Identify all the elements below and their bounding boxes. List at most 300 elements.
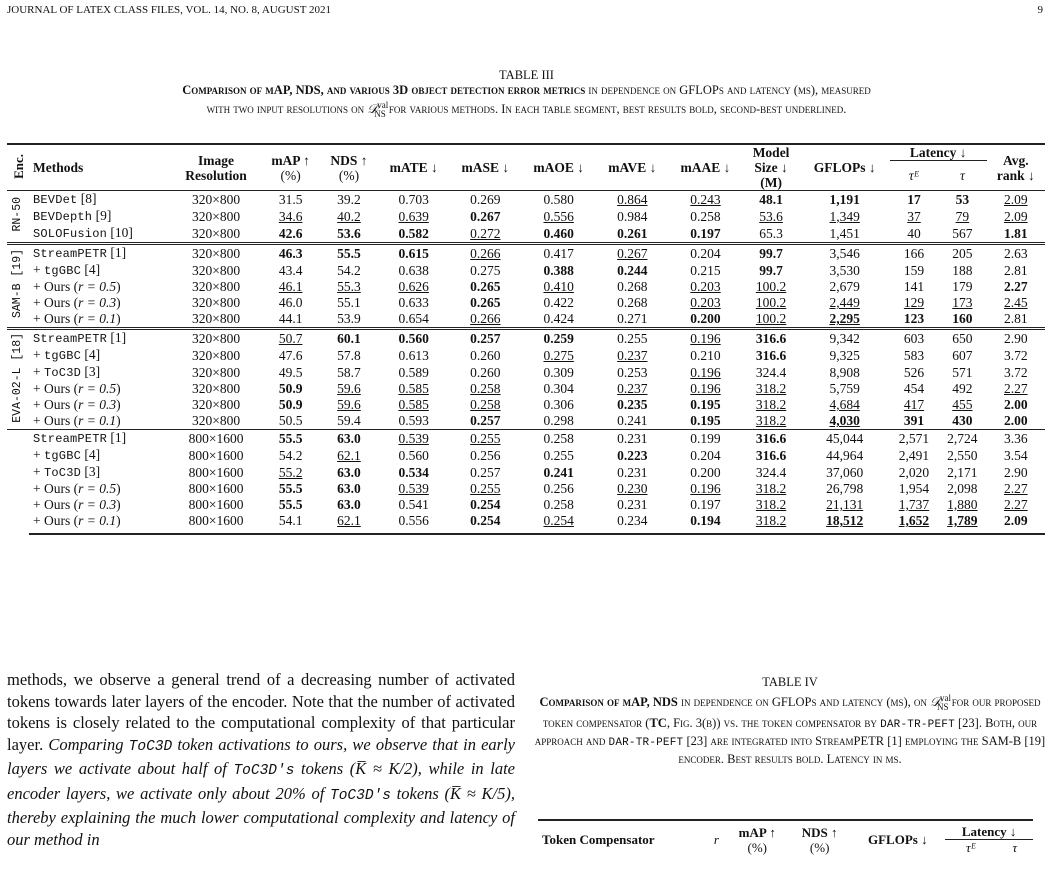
value-cell	[890, 295, 938, 311]
table3-caption-line1	[0, 83, 1053, 98]
cell-value: 0.639	[398, 208, 429, 224]
header-methods: Methods	[29, 144, 171, 191]
value-cell	[596, 329, 668, 348]
cell-value: 2.09	[1003, 513, 1028, 528]
value-cell	[987, 208, 1045, 225]
value-cell	[261, 347, 320, 364]
value-cell	[668, 364, 742, 381]
value-cell	[800, 262, 890, 279]
cell-value: 59.6	[337, 397, 361, 412]
table3-caption-rest1: in dependence on GFLOPs and latency (ms), measured	[585, 83, 871, 97]
header-avg-2: rank ↓	[996, 167, 1035, 183]
value-cell	[890, 347, 938, 364]
method-suffix: [4]	[81, 262, 101, 277]
table-row	[7, 464, 1045, 481]
value-cell	[668, 497, 742, 513]
cell-value: 26,798	[826, 481, 864, 496]
value-cell	[450, 481, 521, 497]
cell-value: 179	[952, 279, 973, 294]
value-cell	[450, 413, 521, 430]
cell-value: 173	[952, 295, 973, 310]
cell-value: 55.5	[278, 481, 303, 496]
method-name: tgGBC	[44, 264, 82, 278]
cell-value: 0.269	[470, 191, 501, 207]
value-cell	[378, 430, 450, 448]
value-cell	[987, 262, 1045, 279]
method-suffix: [4]	[81, 447, 101, 462]
cell-value: 3.54	[1003, 447, 1028, 463]
value-cell	[938, 225, 986, 244]
table-row	[7, 364, 1045, 381]
value-cell	[521, 262, 596, 279]
cell-value: 0.195	[690, 413, 721, 428]
method-ratio: r = 0.3	[78, 397, 117, 412]
resolution-cell: 320×800	[191, 381, 241, 396]
cell-value: 0.234	[617, 513, 648, 528]
method-prefix: + Ours (	[33, 413, 79, 428]
resolution-cell: 320×800	[171, 244, 261, 263]
cell-value: 166	[903, 245, 925, 261]
method-suffix: [10]	[107, 225, 133, 240]
value-cell	[743, 497, 800, 513]
value-cell	[800, 464, 890, 481]
t4-header-tau: τ	[1012, 840, 1018, 855]
cell-value: 0.231	[617, 430, 648, 446]
cell-value: 57.8	[337, 347, 361, 363]
cell-value: 123	[903, 311, 925, 326]
value-cell	[743, 311, 800, 329]
method-suffix: [3]	[81, 464, 101, 479]
value-cell	[596, 481, 668, 497]
t4-header-map-2: (%)	[747, 839, 767, 855]
resolution-cell: 320×800	[191, 295, 241, 310]
cell-value: 99.7	[759, 245, 783, 261]
value-cell	[320, 497, 377, 513]
body-text-1: methods, we observe a general trend of a decreasing number of activated tokens towards later layers of the encoder. Note that the number of activated tokens is closely related to the computational complexity of that particular layer.	[7, 670, 515, 754]
cell-value: 0.196	[690, 364, 721, 380]
cell-value: 0.275	[470, 262, 501, 278]
value-cell	[987, 381, 1045, 397]
value-cell	[668, 430, 742, 448]
value-cell	[320, 225, 377, 244]
table3-caption-line2	[0, 98, 1053, 122]
value-cell	[890, 208, 938, 225]
cell-value: 2,571	[898, 430, 930, 446]
table-row	[7, 347, 1045, 364]
value-cell	[890, 397, 938, 413]
value-cell	[378, 497, 450, 513]
method-suffix: [3]	[81, 364, 101, 379]
value-cell	[890, 262, 938, 279]
cell-value: 2.81	[1003, 262, 1028, 278]
value-cell	[743, 244, 800, 263]
cell-value: 54.1	[278, 513, 303, 528]
resolution-cell: 320×800	[191, 311, 241, 326]
cell-value: 1,737	[898, 497, 930, 512]
method-cell	[29, 295, 171, 311]
value-cell	[987, 513, 1045, 534]
value-cell	[800, 397, 890, 413]
cell-value: 0.230	[617, 481, 648, 496]
header-avg-1: Avg.	[1002, 152, 1029, 168]
method-suffix: )	[116, 279, 121, 294]
value-cell	[890, 447, 938, 464]
value-cell	[743, 329, 800, 348]
value-cell	[938, 244, 986, 263]
value-cell	[668, 279, 742, 295]
value-cell	[890, 481, 938, 497]
cell-value: 160	[952, 311, 973, 326]
method-name: ToC3D	[44, 466, 82, 480]
cell-value: 4,030	[829, 413, 860, 428]
cell-value: 8,908	[829, 364, 860, 380]
cell-value: 45,044	[826, 430, 864, 446]
method-ratio: r = 0.1	[78, 413, 117, 428]
cell-value: 0.259	[543, 330, 574, 346]
value-cell	[800, 347, 890, 364]
value-cell	[320, 347, 377, 364]
cell-value: 0.258	[543, 430, 574, 446]
cell-value: 46.0	[278, 295, 303, 310]
cell-value: 0.268	[617, 279, 648, 294]
cell-value: 55.1	[337, 295, 361, 310]
value-cell	[596, 279, 668, 295]
cell-value: 0.223	[617, 447, 648, 463]
value-cell	[743, 347, 800, 364]
cell-value: 2,171	[947, 464, 978, 480]
value-cell	[521, 430, 596, 448]
value-cell	[261, 364, 320, 381]
method-cell	[29, 481, 171, 497]
cell-value: 0.422	[543, 295, 574, 310]
cell-value: 50.7	[278, 330, 303, 346]
value-cell	[800, 381, 890, 397]
value-cell	[800, 208, 890, 225]
dataset-symbol: 𝒟	[367, 102, 378, 117]
cell-value: 0.210	[690, 347, 721, 363]
body-italic-3: tokens (K̅ ≈ K/2), while in late encoder layers, we activate only about 20% of	[7, 759, 515, 803]
table-row	[7, 430, 1045, 448]
cell-value: 0.253	[617, 364, 648, 380]
cell-value: 2.90	[1003, 464, 1028, 480]
method-suffix: )	[116, 481, 121, 496]
cell-value: 0.254	[470, 497, 501, 512]
cell-value: 3.36	[1003, 430, 1028, 446]
cell-value: 0.864	[617, 191, 648, 207]
value-cell	[987, 430, 1045, 448]
cell-value: 1,880	[947, 497, 978, 512]
method-name: BEVDet	[33, 193, 78, 207]
cell-value: 2.27	[1003, 381, 1028, 396]
value-cell	[450, 381, 521, 397]
t4-header-map	[726, 820, 789, 855]
cell-value: 2,449	[829, 295, 860, 310]
value-cell	[668, 225, 742, 244]
header-model-3: (M)	[760, 175, 782, 190]
cell-value: 46.3	[278, 245, 303, 261]
cell-value: 0.258	[470, 381, 501, 396]
method-prefix: + Ours (	[33, 279, 79, 294]
value-cell	[378, 513, 450, 534]
cell-value: 0.200	[690, 464, 721, 480]
cell-value: 0.243	[690, 191, 721, 207]
encoder-label: RN-50	[11, 197, 24, 232]
value-cell	[320, 464, 377, 481]
table-row	[7, 262, 1045, 279]
method-cell	[29, 364, 171, 381]
value-cell	[521, 413, 596, 430]
t4-header-r: r	[707, 820, 725, 855]
table-row	[7, 295, 1045, 311]
value-cell	[450, 430, 521, 448]
value-cell	[378, 347, 450, 364]
value-cell	[378, 447, 450, 464]
value-cell	[938, 347, 986, 364]
cell-value: 43.4	[278, 262, 303, 278]
encoder-cell-continued	[7, 430, 29, 535]
value-cell	[450, 262, 521, 279]
cell-value: 0.539	[398, 481, 429, 496]
value-cell	[261, 244, 320, 263]
method-name: StreamPETR	[33, 432, 108, 446]
cell-value: 58.7	[337, 364, 361, 380]
cell-value: 391	[903, 413, 925, 428]
resolution-cell: 800×1600	[171, 430, 261, 448]
method-suffix: [1]	[107, 330, 127, 345]
value-cell	[261, 464, 320, 481]
value-cell	[596, 295, 668, 311]
value-cell	[320, 244, 377, 263]
header-enc	[7, 144, 29, 191]
value-cell	[596, 464, 668, 481]
t4-header-nds-1: NDS ↑	[801, 824, 838, 840]
table3-caption-line2-a: with two input resolutions on	[206, 102, 368, 117]
cell-value: 0.244	[617, 262, 648, 278]
body-tt-3: ToC3D's	[330, 787, 391, 804]
cell-value: 0.626	[398, 279, 429, 294]
value-cell	[450, 397, 521, 413]
value-cell	[320, 481, 377, 497]
cell-value: 0.541	[398, 497, 429, 512]
cell-value: 3.72	[1003, 347, 1028, 363]
table4-caption-tt2: DAR-TR-PEFT	[608, 736, 684, 749]
value-cell	[450, 447, 521, 464]
header-map	[261, 144, 320, 191]
value-cell	[450, 225, 521, 244]
resolution-cell: 800×1600	[188, 447, 244, 463]
value-cell	[320, 413, 377, 430]
encoder-cell	[7, 191, 29, 244]
cell-value: 0.255	[543, 447, 574, 463]
method-cell	[29, 430, 171, 448]
cell-value: 0.261	[617, 225, 648, 241]
cell-value: 62.1	[337, 447, 361, 463]
value-cell	[450, 208, 521, 225]
value-cell	[521, 225, 596, 244]
method-suffix: [1]	[107, 430, 127, 445]
header-tau-e: τᴱ	[908, 168, 920, 183]
value-cell	[890, 279, 938, 295]
cell-value: 0.256	[543, 481, 574, 496]
cell-value: 50.5	[278, 413, 303, 428]
value-cell	[450, 295, 521, 311]
method-prefix: + Ours (	[33, 295, 79, 310]
value-cell	[800, 295, 890, 311]
value-cell	[800, 513, 890, 534]
method-prefix: +	[33, 262, 44, 277]
value-cell	[320, 397, 377, 413]
value-cell	[521, 464, 596, 481]
cell-value: 65.3	[759, 225, 783, 241]
table4	[538, 819, 1033, 855]
method-cell	[29, 381, 171, 397]
method-suffix: [9]	[92, 208, 112, 223]
table4-caption-a: in dependence on GFLOPs and latency (ms), on	[677, 695, 931, 710]
method-cell	[29, 347, 171, 364]
value-cell	[938, 513, 986, 534]
value-cell	[800, 191, 890, 209]
cell-value: 63.0	[337, 481, 361, 496]
value-cell	[596, 225, 668, 244]
value-cell	[987, 191, 1045, 209]
value-cell	[938, 279, 986, 295]
cell-value: 2,550	[947, 447, 978, 463]
header-mate: mATE ↓	[378, 144, 450, 191]
cell-value: 0.984	[617, 208, 648, 224]
value-cell	[521, 447, 596, 464]
method-suffix: )	[116, 397, 121, 412]
cell-value: 2,724	[947, 430, 978, 446]
cell-value: 607	[952, 347, 973, 363]
header-model-1: Model	[752, 145, 790, 160]
cell-value: 0.254	[470, 513, 501, 528]
value-cell	[450, 279, 521, 295]
method-cell	[29, 447, 171, 464]
cell-value: 99.7	[759, 262, 783, 278]
cell-value: 0.200	[690, 311, 721, 326]
cell-value: 2.09	[1003, 208, 1028, 224]
value-cell	[320, 364, 377, 381]
cell-value: 0.460	[543, 225, 574, 241]
header-nds	[320, 144, 377, 191]
value-cell	[800, 481, 890, 497]
cell-value: 324.4	[755, 464, 787, 480]
cell-value: 0.266	[470, 311, 501, 326]
value-cell	[668, 329, 742, 348]
cell-value: 5,759	[829, 381, 860, 396]
cell-value: 318.2	[755, 497, 787, 512]
method-cell	[29, 262, 171, 279]
resolution-cell: 320×800	[191, 413, 241, 428]
cell-value: 54.2	[337, 262, 361, 278]
cell-value: 0.556	[543, 208, 574, 224]
value-cell	[261, 311, 320, 329]
cell-value: 0.268	[617, 295, 648, 310]
cell-value: 0.275	[543, 347, 574, 363]
value-cell	[987, 447, 1045, 464]
cell-value: 2,020	[898, 464, 930, 480]
value-cell	[596, 364, 668, 381]
table-row	[7, 329, 1045, 348]
table-row	[7, 225, 1045, 244]
cell-value: 1.81	[1003, 225, 1028, 241]
value-cell	[800, 329, 890, 348]
cell-value: 0.195	[690, 397, 721, 412]
cell-value: 2,491	[898, 447, 930, 463]
value-cell	[320, 329, 377, 348]
cell-value: 31.5	[278, 191, 303, 207]
cell-value: 603	[903, 330, 925, 346]
table-row	[7, 447, 1045, 464]
cell-value: 0.534	[398, 464, 429, 480]
method-ratio: r = 0.1	[78, 311, 117, 326]
cell-value: 205	[952, 245, 973, 261]
cell-value: 2.45	[1003, 295, 1028, 310]
value-cell	[743, 464, 800, 481]
value-cell	[938, 464, 986, 481]
cell-value: 37,060	[826, 464, 864, 480]
value-cell	[743, 262, 800, 279]
resolution-cell: 800×1600	[188, 497, 244, 512]
value-cell	[596, 208, 668, 225]
cell-value: 0.304	[543, 381, 574, 396]
cell-value: 188	[952, 262, 973, 278]
value-cell	[800, 497, 890, 513]
header-enc-label: Enc.	[10, 153, 26, 179]
value-cell	[987, 311, 1045, 329]
cell-value: 47.6	[278, 347, 303, 363]
value-cell	[596, 513, 668, 534]
cell-value: 159	[903, 262, 925, 278]
value-cell	[668, 311, 742, 329]
value-cell	[261, 447, 320, 464]
encoder-cell	[7, 329, 29, 430]
cell-value: 0.258	[543, 497, 574, 512]
value-cell	[800, 279, 890, 295]
cell-value: 1,191	[829, 191, 860, 207]
table-row	[7, 481, 1045, 497]
value-cell	[668, 208, 742, 225]
table-row	[7, 497, 1045, 513]
table3-caption	[0, 68, 1053, 122]
body-italic-1: Comparing	[48, 734, 129, 754]
table4-caption-d: [23]. Both, our approach and	[534, 715, 1038, 748]
method-cell	[29, 497, 171, 513]
journal-header: JOURNAL OF LATEX CLASS FILES, VOL. 14, NO. 8, AUGUST 2021	[7, 4, 332, 16]
cell-value: 0.258	[470, 397, 501, 412]
cell-value: 0.539	[398, 430, 429, 446]
cell-value: 0.703	[398, 191, 429, 207]
table-row	[7, 397, 1045, 413]
method-name: tgGBC	[44, 349, 82, 363]
value-cell	[521, 513, 596, 534]
body-tt-1: ToC3D	[128, 738, 173, 755]
cell-value: 2.27	[1003, 279, 1028, 294]
value-cell	[378, 311, 450, 329]
header-model-size	[743, 144, 800, 191]
cell-value: 0.615	[398, 245, 429, 261]
value-cell	[378, 364, 450, 381]
value-cell	[987, 244, 1045, 263]
cell-value: 21,131	[826, 497, 864, 512]
value-cell	[320, 311, 377, 329]
cell-value: 0.203	[690, 279, 721, 294]
t4-header-gflops: GFLOPs ↓	[850, 820, 945, 855]
value-cell	[450, 329, 521, 348]
value-cell	[378, 397, 450, 413]
value-cell	[378, 464, 450, 481]
cell-value: 46.1	[278, 279, 303, 294]
